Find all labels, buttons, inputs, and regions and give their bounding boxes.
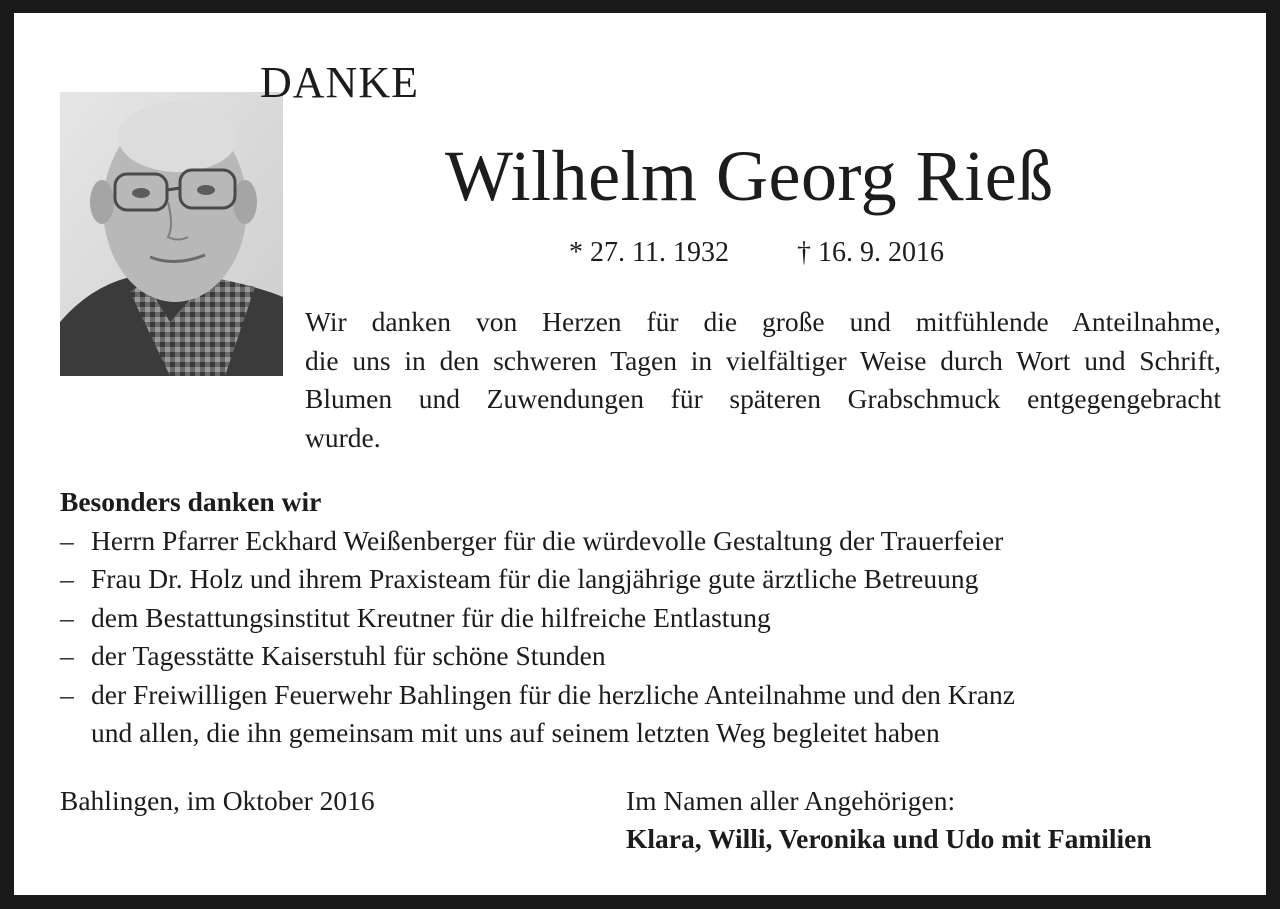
list-item-text: der Freiwilligen Feuerwehr Bahlingen für die herzliche Anteilnahme und den Kranz [91,678,1015,710]
closing-line: und allen, die ihn gemeinsam mit uns auf seinem letzten Weg begleitet haben [91,717,940,748]
dash-bullet: – [60,524,74,556]
list-item [60,560,1240,599]
intro-line: Blumen und Zuwendungen für späteren Grabschmuck entgegengebracht [305,383,1221,414]
intro-line: die uns in den schweren Tagen in vielfältiger Weise durch Wort und Schrift, [305,344,1221,376]
dash-bullet: – [60,678,74,710]
on-behalf-label: Im Namen aller Angehörigen: [626,785,956,816]
dash-bullet: – [60,640,74,671]
list-item-text: dem Bestattungsinstitut Kreutner für die hilfreiche Entlastung [91,601,771,633]
list-item [60,676,1240,715]
list-item [60,599,1240,638]
thanks-list [60,522,1240,715]
dash-bullet: – [60,601,74,633]
place-date: Bahlingen, im Oktober 2016 [60,785,375,816]
header-danke: DANKE [260,58,419,107]
list-item-text: Frau Dr. Holz und ihrem Praxisteam für die langjährige gute ärztliche Betreuung [91,563,979,594]
intro-paragraph [305,303,1221,457]
portrait-photo [60,92,283,376]
dash-bullet: – [60,563,74,594]
special-thanks-section [60,483,1240,753]
list-item [60,522,1240,561]
intro-line: Wir danken von Herzen für die große und mitfühlende Anteilnahme, [305,306,1221,337]
obituary-notice [14,13,1266,895]
intro-line: wurde. [305,421,381,453]
list-item-text: der Tagesstätte Kaiserstuhl für schöne Stunden [91,640,606,671]
birth-date: * 27. 11. 1932 [569,237,729,268]
family-signature: Klara, Willi, Veronika und Udo mit Familien [626,823,1152,854]
list-item-text: Herrn Pfarrer Eckhard Weißenberger für die würdevolle Gestaltung der Trauerfeier [91,524,1004,556]
list-item [60,637,1240,676]
deceased-name: Wilhelm Georg Rieß [445,136,1054,216]
thanks-heading: Besonders danken wir [60,486,322,517]
death-date: † 16. 9. 2016 [797,237,944,268]
